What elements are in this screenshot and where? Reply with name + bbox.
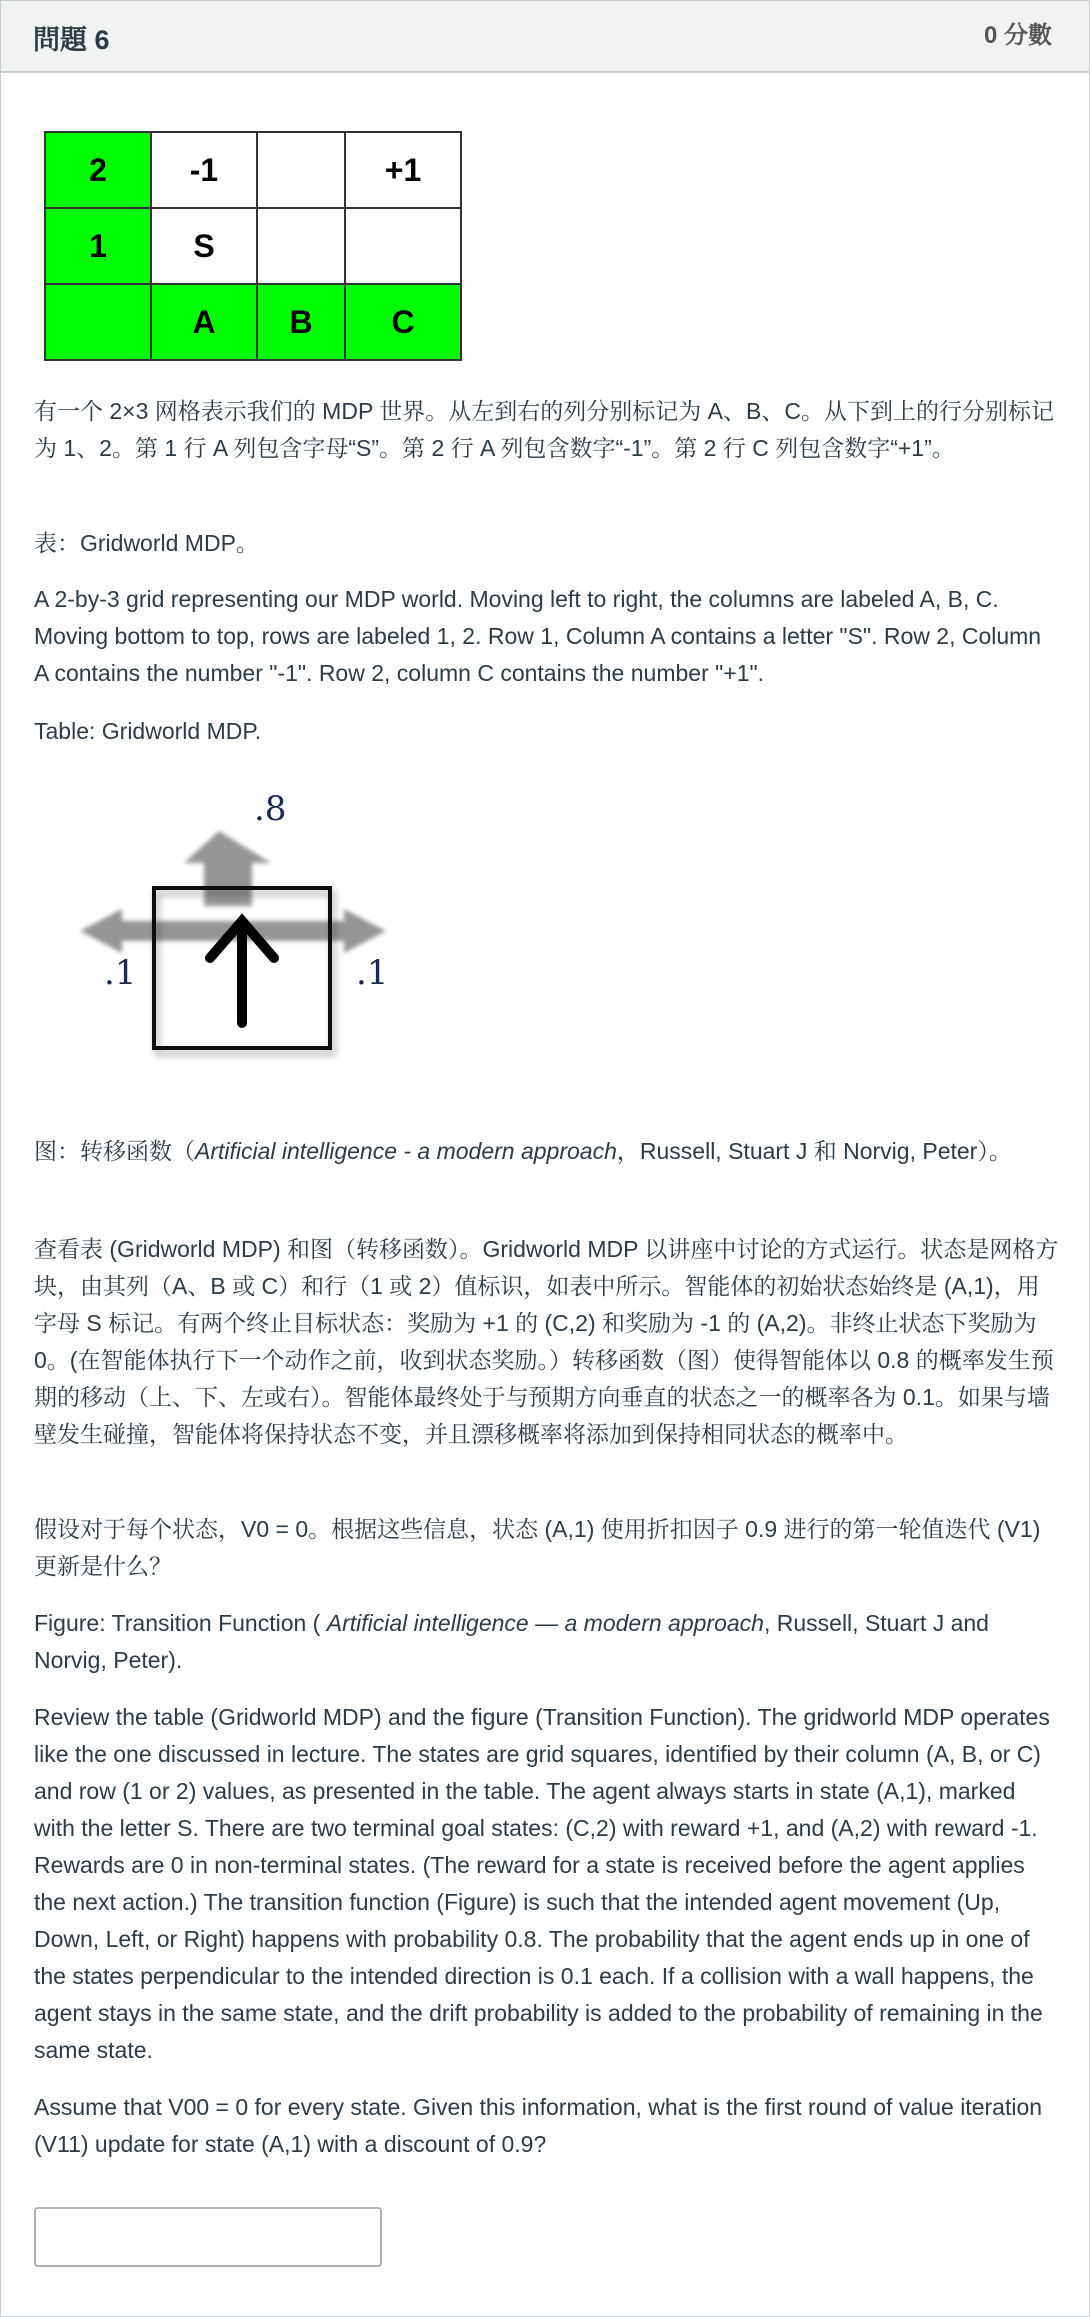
col-label-C: C <box>345 284 461 360</box>
cell-A2: -1 <box>151 132 257 208</box>
question-points: 0 分數 <box>984 22 1053 49</box>
zh-figure-caption <box>34 1133 1059 1170</box>
zh-table-description: 有一个 2×3 网格表示我们的 MDP 世界。从左到右的列分别标记为 A、B、C。从下到上的行分别标记为 1、2。第 1 行 A 列包含字母“S”。第 2 行 A 列包含数字“-1”。第 2 行 C 列包含数字“+1”。 <box>34 398 1054 461</box>
zh-review-paragraph: 查看表 (Gridworld MDP) 和图（转移函数）。Gridworld MDP 以讲座中讨论的方式运行。状态是网格方块，由其列（A、B 或 C）和行（1 或 2）值标识，如表中所示。智能体的初始状态始终是 (A,1)，用字母 S 标记。有两个终止目标状态：奖励为 +1 的 (C,2) 和奖励为 -1 的 (A,2)。非终止状态下奖励为 0。(在智能体执行下一个动作之前，收到状态奖励。）转移函数（图）使得智能体以 0.8 的概率发生预期的移动（上、下、左或右）。智能体最终处于与预期方向垂直的状态之一的概率各为 0.1。如果与墙壁发生碰撞，智能体将保持状态不变，并且漂移概率将添加到保持相同状态的概率中。 <box>34 1236 1059 1447</box>
corner-cell <box>45 284 151 360</box>
row-label-1: 1 <box>45 208 151 284</box>
zh-fig-caption-book: Artificial intelligence - a modern approach <box>195 1138 617 1164</box>
question-title: 問題 6 <box>33 25 110 55</box>
transition-function-figure <box>74 773 394 1073</box>
cell-C2: +1 <box>345 132 461 208</box>
question-header <box>1 1 1089 73</box>
gridworld-table <box>44 131 462 361</box>
up-probability-label: .8 <box>254 789 287 829</box>
cell-B1 <box>257 208 345 284</box>
en-fig-caption-pre: Figure: Transition Function ( <box>34 1610 327 1636</box>
cell-A1: S <box>151 208 257 284</box>
en-figure-caption <box>34 1605 1059 1679</box>
en-table-description: A 2-by-3 grid representing our MDP world. Moving left to right, the columns are labeled A, B, C. Moving bottom to top, rows are labeled 1, 2. Row 1, Column A contains a letter "S". Row 2, Column A contains the number "-1". Row 2, column C contains the number "+1". <box>34 586 1042 686</box>
zh-fig-caption-post: ，Russell, Stuart J 和 Norvig, Peter）。 <box>616 1138 1012 1164</box>
cell-B2 <box>257 132 345 208</box>
en-review-paragraph: Review the table (Gridworld MDP) and the figure (Transition Function). The gridworld MDP operates like the one discussed in lecture. The states are grid squares, identified by their column (A, B, or C) and row (1 or 2) values, as presented in the table. The agent always starts in state (A,1), marked with the letter S. There are two terminal goal states: (C,2) with reward +1, and (A,2) with reward -1. Rewards are 0 in non-terminal states. (The reward for a state is received before the agent applies the next action.) The transition function (Figure) is such that the intended agent movement (Up, Down, Left, or Right) happens with probability 0.8. The probability that the agent ends up in one of the states perpendicular to the intended direction is 0.1 each. If a collision with a wall happens, the agent stays in the same state, and the drift probability is added to the probability of remaining in the same state. <box>34 1704 1050 2063</box>
en-fig-caption-book: Artificial intelligence — a modern approach <box>326 1610 764 1636</box>
grid-column-labels <box>45 284 461 360</box>
en-table-caption: Table: Gridworld MDP. <box>34 718 262 744</box>
transition-arrows-icon <box>74 773 394 1073</box>
answer-input[interactable] <box>34 2207 382 2267</box>
left-probability-label: .1 <box>104 953 137 993</box>
zh-question: 假设对于每个状态，V0 = 0。根据这些信息，状态 (A,1) 使用折扣因子 0.9 进行的第一轮值迭代 (V1) 更新是什么？ <box>34 1516 1041 1579</box>
col-label-A: A <box>151 284 257 360</box>
grid-row-2 <box>45 132 461 208</box>
col-label-B: B <box>257 284 345 360</box>
grid-row-1 <box>45 208 461 284</box>
zh-fig-caption-pre: 图：转移函数（ <box>34 1138 195 1164</box>
zh-table-caption: 表：Gridworld MDP。 <box>34 530 259 556</box>
en-fig-caption-post: , Russell, Stuart J and Norvig, Peter). <box>34 1610 989 1673</box>
row-label-2: 2 <box>45 132 151 208</box>
cell-C1 <box>345 208 461 284</box>
right-probability-label: .1 <box>356 953 389 993</box>
en-question: Assume that V00 = 0 for every state. Given this information, what is the first round of value iteration (V11) update for state (A,1) with a discount of 0.9? <box>34 2094 1043 2157</box>
